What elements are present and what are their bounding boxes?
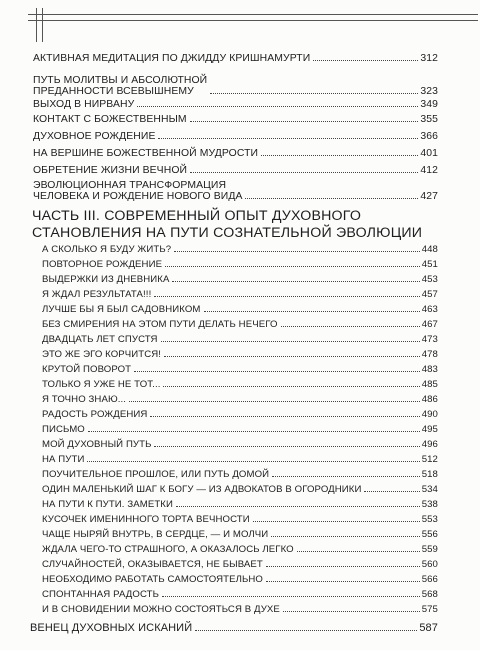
toc-page-number: 312 — [420, 53, 438, 64]
toc-entry-title-cont: ПРЕДАННОСТИ ВСЕВЫШНЕМУ — [33, 86, 194, 97]
toc-entry-title: НЕОБХОДИМО РАБОТАТЬ САМОСТОЯТЕЛЬНО — [42, 574, 263, 585]
toc-entry-title: ПОВТОРНОЕ РОЖДЕНИЕ — [42, 259, 163, 270]
toc-leader-dots — [195, 630, 417, 631]
toc-page-number: 486 — [421, 394, 438, 405]
toc-page-number: 518 — [421, 469, 438, 480]
toc-leader-dots — [163, 386, 419, 387]
toc-entry[interactable] — [42, 544, 438, 555]
toc-entry[interactable] — [33, 114, 438, 125]
toc-entry[interactable] — [42, 289, 438, 300]
toc-entry-title: НА ВЕРШИНЕ БОЖЕСТВЕННОЙ МУДРОСТИ — [33, 148, 259, 159]
toc-page-number: 560 — [421, 559, 438, 570]
toc-entry-title: СПОНТАННАЯ РАДОСТЬ — [42, 589, 160, 600]
toc-entry-title: СЛУЧАЙНОСТЕЙ, ОКАЗЫВАЕТСЯ, НЕ БЫВАЕТ — [42, 559, 263, 570]
toc-leader-dots — [283, 611, 420, 612]
toc-entry-title: ОДИН МАЛЕНЬКИЙ ШАГ К БОГУ — ИЗ АДВОКАТОВ В ОГОРОДНИКИ — [42, 484, 362, 495]
toc-page-number: 412 — [420, 165, 438, 176]
toc-entry-title: ПИСЬМО — [42, 424, 85, 435]
toc-page-number: 575 — [421, 604, 438, 615]
toc-entry-title: АКТИВНАЯ МЕДИТАЦИЯ ПО ДЖИДДУ КРИШНАМУРТИ — [33, 53, 311, 64]
toc-entry-title-block — [33, 180, 242, 202]
toc-page-number: 467 — [421, 319, 438, 330]
toc-entry[interactable] — [42, 259, 438, 270]
toc-entry[interactable] — [42, 514, 438, 525]
toc-entry-title: ДУХОВНОЕ РОЖДЕНИЕ — [33, 131, 156, 142]
toc-entry[interactable] — [42, 364, 438, 375]
toc-page-number: 473 — [421, 334, 438, 345]
toc-page-number: 534 — [421, 484, 438, 495]
toc-leader-dots — [266, 581, 420, 582]
toc-entry-title: ПУТЬ МОЛИТВЫ И АБСОЛЮТНОЙ — [33, 75, 208, 86]
toc-leader-dots — [272, 476, 420, 477]
toc-page-number: 349 — [420, 99, 438, 110]
toc-entry-title: ТОЛЬКО Я УЖЕ НЕ ТОТ... — [42, 379, 161, 390]
part-heading-line: ЧАСТЬ III. СОВРЕМЕННЫЙ ОПЫТ ДУХОВНОГО — [32, 208, 362, 224]
toc-page-number: 451 — [421, 259, 438, 270]
toc-entry-title: Я ТОЧНО ЗНАЮ... — [42, 394, 127, 405]
toc-page-number: 495 — [421, 424, 438, 435]
toc-page-number: 538 — [421, 499, 438, 510]
toc-entry-title: ВЫДЕРЖКИ ИЗ ДНЕВНИКА — [42, 274, 170, 285]
toc-page-number: 401 — [420, 148, 438, 159]
toc-entry-title: ЧАЩЕ НЫРЯЙ ВНУТРЬ, В СЕРДЦЕ, — И МОЛЧИ — [42, 529, 269, 540]
toc-page-number: 478 — [421, 349, 438, 360]
toc-leader-dots — [204, 311, 420, 312]
toc-leader-dots — [134, 371, 420, 372]
toc-page-number: 512 — [421, 454, 438, 465]
toc-leader-dots — [297, 551, 420, 552]
toc-entry-title-cont: ЧЕЛОВЕКА И РОЖДЕНИЕ НОВОГО ВИДА — [33, 191, 243, 202]
toc-entry[interactable] — [33, 131, 438, 142]
toc-page-number: 587 — [419, 622, 438, 634]
toc-leader-dots — [154, 296, 419, 297]
toc-entry[interactable] — [42, 484, 438, 495]
toc-page-number: 568 — [421, 589, 438, 600]
toc-leader-dots — [162, 596, 420, 597]
toc-leader-dots — [165, 266, 420, 267]
header-divider — [42, 8, 43, 42]
toc-entry[interactable] — [42, 499, 438, 510]
toc-entry-title: КУСОЧЕК ИМЕНИННОГО ТОРТА ВЕЧНОСТИ — [42, 514, 250, 525]
toc-page-number: 448 — [421, 244, 438, 255]
toc-leader-dots — [176, 506, 420, 507]
toc-entry[interactable] — [42, 529, 438, 540]
toc-leader-dots — [253, 521, 420, 522]
toc-entry[interactable] — [42, 409, 438, 420]
toc-page-number: 323 — [420, 86, 438, 97]
part-heading — [32, 208, 422, 241]
toc-entry[interactable] — [33, 75, 438, 97]
page-header-rule — [0, 0, 480, 40]
toc-entry-title: А СКОЛЬКО Я БУДУ ЖИТЬ? — [42, 244, 172, 255]
toc-page-number: 566 — [421, 574, 438, 585]
toc-entry-title: ЭВОЛЮЦИОННАЯ ТРАНСФОРМАЦИЯ — [33, 180, 227, 191]
toc-page-number: 496 — [421, 439, 438, 450]
toc-page-number: 553 — [421, 514, 438, 525]
toc-leader-dots — [87, 461, 419, 462]
toc-page-number: 366 — [420, 131, 438, 142]
toc-entry-title-block — [33, 75, 207, 97]
toc-entry[interactable] — [42, 394, 438, 405]
toc-leader-dots — [364, 491, 419, 492]
toc-leader-dots — [271, 536, 419, 537]
toc-entry-title: ДВАДЦАТЬ ЛЕТ СПУСТЯ — [42, 334, 158, 345]
toc-entry[interactable] — [42, 424, 438, 435]
toc-entry[interactable] — [42, 604, 438, 615]
toc-leader-dots — [150, 416, 419, 417]
toc-leader-dots — [129, 401, 420, 402]
toc-entry-title: МОЙ ДУХОВНЫЙ ПУТЬ — [42, 439, 152, 450]
toc-page-number: 556 — [421, 529, 438, 540]
toc-leader-dots — [137, 106, 418, 107]
toc-entry-title: КОНТАКТ С БОЖЕСТВЕННЫМ — [33, 114, 187, 125]
toc-leader-dots — [281, 326, 420, 327]
toc-leader-dots — [261, 155, 418, 156]
toc-entry-title: ВЕНЕЦ ДУХОВНЫХ ИСКАНИЙ — [30, 622, 193, 634]
toc-entry[interactable] — [42, 349, 438, 360]
header-divider — [36, 8, 37, 42]
toc-leader-dots — [164, 356, 420, 357]
toc-entry-title: И В СНОВИДЕНИИ МОЖНО СОСТОЯТЬСЯ В ДУХЕ — [42, 604, 280, 615]
header-line — [28, 20, 478, 21]
toc-page-number: 485 — [421, 379, 438, 390]
toc-page-number: 457 — [421, 289, 438, 300]
toc-leader-dots — [190, 121, 419, 122]
part-heading-line: СТАНОВЛЕНИЯ НА ПУТИ СОЗНАТЕЛЬНОЙ ЭВОЛЮЦИИ — [32, 224, 423, 241]
toc-leader-dots — [245, 198, 418, 199]
toc-entry[interactable] — [42, 589, 438, 600]
toc-entry-title: РАДОСТЬ РОЖДЕНИЯ — [42, 409, 148, 420]
toc-entry-title: НА ПУТИ — [42, 454, 85, 465]
toc-leader-dots — [190, 172, 418, 173]
toc-page-number: 427 — [420, 191, 438, 202]
toc-entry-title: КРУТОЙ ПОВОРОТ — [42, 364, 132, 375]
toc-entry-title: НА ПУТИ К ПУТИ. ЗАМЕТКИ — [42, 499, 173, 510]
toc-entry-title: ЖДАЛА ЧЕГО-ТО СТРАШНОГО, А ОКАЗАЛОСЬ ЛЕГКО — [42, 544, 294, 555]
toc-entry-title: ПОУЧИТЕЛЬНОЕ ПРОШЛОЕ, ИЛИ ПУТЬ ДОМОЙ — [42, 469, 270, 480]
toc-leader-dots — [161, 341, 420, 342]
toc-entry[interactable] — [33, 148, 438, 159]
toc-entry-title: ВЫХОД В НИРВАНУ — [33, 99, 135, 110]
toc-entry[interactable] — [42, 319, 438, 330]
toc-leader-dots — [158, 138, 418, 139]
header-line — [28, 14, 478, 15]
toc-leader-dots — [210, 93, 418, 94]
toc-entry-title: Я ЖДАЛ РЕЗУЛЬТАТА!!! — [42, 289, 152, 300]
toc-page-number: 355 — [420, 114, 438, 125]
toc-entry-title: ОБРЕТЕНИЕ ЖИЗНИ ВЕЧНОЙ — [33, 165, 188, 176]
toc-page-number: 483 — [421, 364, 438, 375]
toc-entry-title: БЕЗ СМИРЕНИЯ НА ЭТОМ ПУТИ ДЕЛАТЬ НЕЧЕГО — [42, 319, 278, 330]
toc-entry[interactable] — [42, 304, 438, 315]
toc-entry-title: ЭТО ЖЕ ЭГО КОРЧИТСЯ! — [42, 349, 162, 360]
toc-leader-dots — [174, 251, 420, 252]
toc-entry[interactable] — [42, 469, 438, 480]
toc-entry[interactable] — [42, 439, 438, 450]
toc-leader-dots — [266, 566, 420, 567]
toc-entry-title: ЛУЧШЕ БЫ Я БЫЛ САДОВНИКОМ — [42, 304, 201, 315]
toc-entry[interactable] — [42, 379, 438, 390]
toc-entry[interactable] — [42, 334, 438, 345]
toc-page-number: 490 — [421, 409, 438, 420]
toc-entry[interactable] — [33, 53, 438, 64]
toc-entry[interactable] — [42, 274, 438, 285]
toc-page-number: 453 — [421, 274, 438, 285]
toc-page-number: 559 — [421, 544, 438, 555]
toc-leader-dots — [88, 431, 420, 432]
toc-leader-dots — [172, 281, 419, 282]
toc-leader-dots — [154, 446, 419, 447]
toc-entry[interactable] — [30, 622, 438, 634]
toc-entry[interactable] — [33, 165, 438, 176]
toc-entry[interactable] — [42, 244, 438, 255]
toc-entry[interactable] — [33, 180, 438, 202]
toc-leader-dots — [313, 60, 418, 61]
toc-entry[interactable] — [42, 559, 438, 570]
toc-page-number: 463 — [421, 304, 438, 315]
toc-entry[interactable] — [33, 99, 438, 110]
toc-entry[interactable] — [42, 574, 438, 585]
toc-entry[interactable] — [42, 454, 438, 465]
